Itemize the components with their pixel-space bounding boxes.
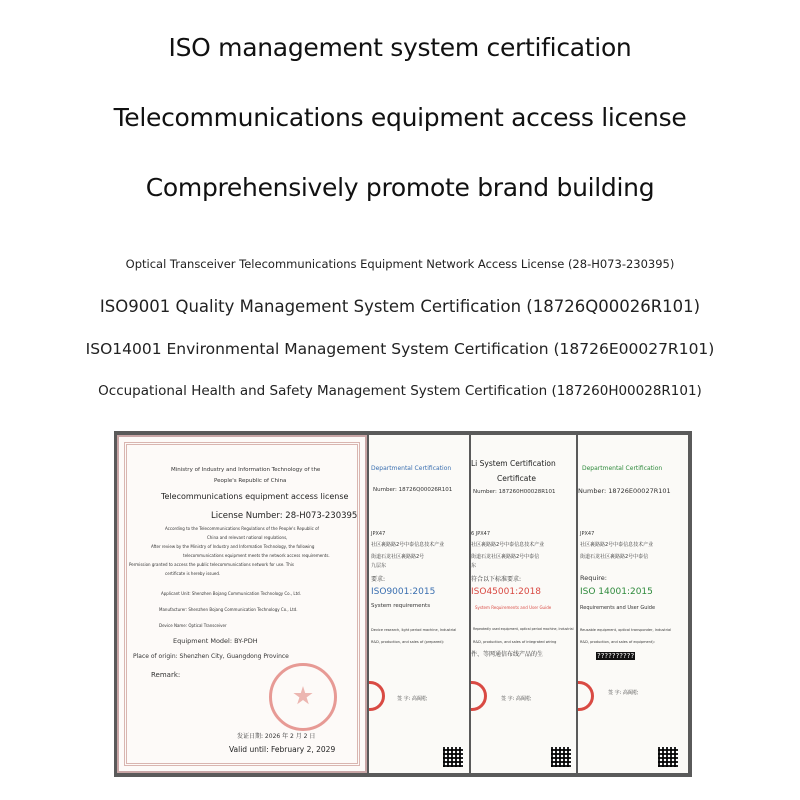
headline-brand: Comprehensively promote brand building [145, 173, 655, 202]
cert-q-addr-4: 九层东 [371, 563, 387, 569]
cert-q-addr-1: JPX47 [371, 531, 386, 537]
cert-q-fine-2: R&D, production, and sales of (prepared): [371, 640, 445, 644]
cert-q-addr-2: 社区裹路路2号中泰信息技术产业 [371, 542, 445, 548]
cert-line-ohs: Occupational Health and Safety Management System Certification (187260H00028R101) [98, 383, 702, 399]
cert-ohs-standard: ISO45001:2018 [471, 587, 542, 597]
cert-e-addr-2: 社区裹路路2号中泰信息技术产业 [580, 542, 654, 548]
license-issuer-2: People's Republic of China [214, 478, 287, 484]
telecom-license-certificate [117, 435, 367, 773]
license-text-1: According to the Telecommunications Regulations of the People's Republic of [165, 526, 319, 531]
license-model: Equipment Model: BY-PDH [173, 637, 258, 645]
iso9001-certificate [369, 435, 469, 773]
cert-ohs-signer: 签 字: 高阔松 [501, 696, 531, 702]
cert-ohs-addr-3: 街道石龙社区裹路路2号中泰信 [471, 554, 540, 560]
cert-ohs-addr-2: 社区裹路路2号中泰信息技术产业 [471, 542, 545, 548]
cert-q-title: Departmental Certification [371, 465, 452, 472]
cert-ohs-fine-1: Repeatedly used equipment, optical period machine, Industrial [473, 627, 574, 631]
license-issue-date: 发证日期: 2026 年 2 月 2 日 [237, 733, 316, 740]
cert-ohs-number: Number: 187260H00028R101 [473, 489, 556, 495]
license-text-4: telecommunications equipment meets the network access requirements. [183, 553, 330, 558]
cert-e-addr-1: JPX47 [580, 531, 595, 537]
cert-ohs-addr-4: 东 [471, 563, 477, 569]
cert-q-signer: 签 字: 高阔松 [397, 696, 427, 702]
license-text-5: Permission granted to access the public telecommunications network for use. This [129, 562, 295, 567]
license-device: Device Name: Optical Transceiver [159, 623, 227, 628]
headline-iso: ISO management system certification [168, 33, 632, 62]
cert-ohs-fine-3: 件、等网通信布线产品的生 [471, 651, 544, 658]
license-issuer-1: Ministry of Industry and Information Technology of the [171, 467, 321, 473]
cert-q-number: Number: 18726Q00026R101 [373, 487, 453, 493]
cert-e-seal [578, 681, 594, 711]
cert-ohs-addr-1: 6 JPX47 [471, 531, 491, 537]
license-manufacturer: Manufacturer: Shenzhen Bojang Communication Technology Co., Ltd. [159, 607, 298, 612]
cert-ohs-req: 符合以下标准要求: [471, 576, 522, 583]
cert-e-addr-3: 街道石龙社区裹路路2号中泰信 [580, 554, 649, 560]
red-seal [269, 663, 337, 731]
cert-ohs-title-2: Certificate [497, 474, 536, 483]
headline-telecom: Telecommunications equipment access license [113, 103, 687, 132]
license-remark: Remark: [151, 671, 181, 679]
cert-e-number: Number: 18726E00027R101 [578, 487, 671, 495]
iso14001-certificate [578, 435, 688, 773]
cert-q-standard: ISO9001:2015 [371, 587, 436, 597]
cert-q-req: 要求: [371, 576, 386, 583]
cert-ohs-seal [471, 681, 487, 711]
cert-e-qr-code [658, 747, 678, 767]
license-text-2: China and relevant national regulations, [207, 535, 288, 540]
cert-ohs-fine-2: R&D, production, and sales of integrated wiring [473, 640, 557, 644]
license-text-6: certificate is hereby issued. [165, 571, 221, 576]
cert-e-fine-2: R&D, production, and sales of equipment): [580, 640, 655, 644]
license-text-3: After review by the Ministry of Industry and Information Technology, the following [151, 544, 315, 549]
cert-e-fine-1: Reusable equipment, optical transponder, Industrial [580, 628, 672, 632]
cert-line-iso9001: ISO9001 Quality Management System Certification (18726Q00026R101) [99, 297, 701, 316]
cert-q-addr-3: 街道石龙社区裹路路2号 [371, 554, 425, 560]
license-valid-until: Valid until: February 2, 2029 [229, 745, 336, 754]
cert-ohs-scope: System Requirements and User Guide [475, 605, 552, 610]
cert-ohs-qr-code [551, 747, 571, 767]
license-title: Telecommunications equipment access license [161, 492, 349, 501]
cert-e-scope: Requirements and User Guide [580, 605, 656, 611]
cert-q-seal [369, 681, 385, 711]
cert-line-telecom: Optical Transceiver Telecommunications Equipment Network Access License (28-H073-230395) [125, 257, 675, 271]
cert-e-masked: ?????????? [597, 652, 635, 660]
cert-ohs-title-1: Li System Certification [471, 459, 556, 468]
cert-e-signer: 签 字: 高阔松 [608, 690, 638, 696]
license-origin: Place of origin: Shenzhen City, Guangdong Province [133, 653, 289, 660]
cert-line-iso14001: ISO14001 Environmental Management System Certification (18726E00027R101) [85, 340, 715, 358]
cert-e-standard: ISO 14001:2015 [580, 587, 653, 597]
cert-q-fine-1: Device research, light period machine, Industrial [371, 628, 457, 632]
iso45001-certificate [471, 435, 576, 773]
certificates-photo [114, 431, 692, 777]
cert-q-qr-code [443, 747, 463, 767]
license-number: License Number: 28-H073-230395 [211, 511, 358, 521]
cert-q-scope: System requirements [371, 603, 431, 609]
cert-e-req: Require: [580, 574, 607, 582]
cert-e-title: Departmental Certification [582, 465, 663, 472]
license-applicant: Applicant Unit: Shenzhen Bojang Communication Technology Co., Ltd. [161, 591, 301, 596]
